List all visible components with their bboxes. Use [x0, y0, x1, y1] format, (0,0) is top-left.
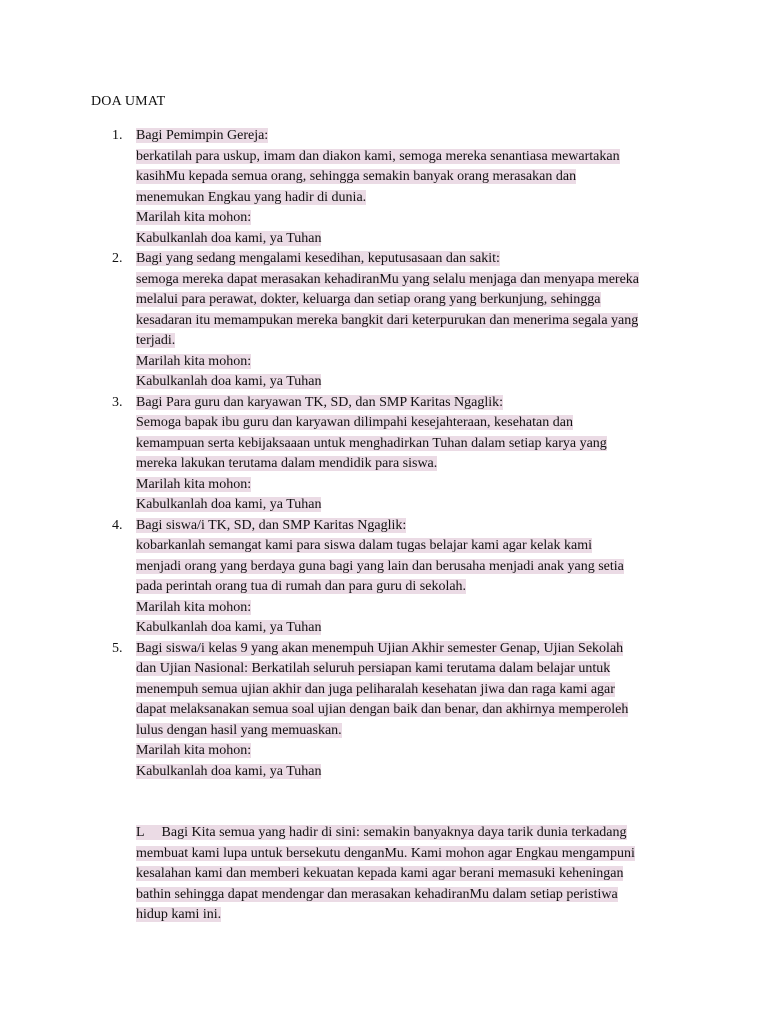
item-number: 5. — [112, 641, 123, 656]
item-line — [136, 291, 601, 308]
highlighted-text: kemampuan serta kebijaksaaan untuk menghadirkan Tuhan dalam setiap karya yang — [136, 436, 607, 451]
item-response — [136, 763, 321, 780]
item-response — [136, 496, 321, 513]
item-line — [136, 271, 639, 288]
highlighted-text: membuat kami lupa untuk bersekutu denganMu. Kami mohon agar Engkau mengampuni — [136, 846, 635, 861]
highlighted-text: pada perintah orang tua di rumah dan para guru di sekolah. — [136, 579, 467, 594]
highlighted-text: Kabulkanlah doa kami, ya Tuhan — [136, 497, 322, 512]
item-number: 1. — [112, 128, 123, 143]
item-line — [136, 681, 615, 698]
highlighted-text: Marilah kita mohon: — [136, 354, 252, 369]
item-line — [136, 332, 175, 349]
closing-line — [136, 865, 623, 882]
closing-line — [136, 845, 635, 862]
highlighted-text: menemukan Engkau yang hadir di dunia. — [136, 190, 367, 205]
highlighted-text: menempuh semua ujian akhir dan juga peliharalah kesehatan jiwa dan raga kami agar — [136, 682, 615, 697]
highlighted-text: kesadaran itu memampukan mereka bangkit dari keterpurukan dan menerima segala yang — [136, 313, 639, 328]
item-response — [136, 230, 321, 247]
highlighted-text: Bagi siswa/i kelas 9 yang akan menempuh Ujian Akhir semester Genap, Ujian Sekolah — [136, 641, 624, 656]
item-line — [136, 148, 620, 165]
highlighted-text: Marilah kita mohon: — [136, 743, 252, 758]
highlighted-text: berkatilah para uskup, imam dan diakon kami, semoga mereka senantiasa mewartakan — [136, 149, 620, 164]
highlighted-text: Bagi siswa/i TK, SD, dan SMP Karitas Ngaglik: — [136, 518, 407, 533]
item-line — [136, 742, 251, 759]
highlighted-text: Kabulkanlah doa kami, ya Tuhan — [136, 374, 322, 389]
item-heading — [136, 394, 503, 411]
highlighted-text: L Bagi Kita semua yang hadir di sini: semakin banyaknya daya tarik dunia terkadang — [136, 825, 627, 840]
item-number: 2. — [112, 251, 123, 266]
highlighted-text: Bagi Pemimpin Gereja: — [136, 128, 269, 143]
item-line — [136, 435, 607, 452]
item-line — [136, 168, 576, 185]
item-number: 4. — [112, 518, 123, 533]
item-heading — [136, 640, 623, 657]
highlighted-text: semoga mereka dapat merasakan kehadiranMu yang selalu menjaga dan menyapa mereka — [136, 272, 640, 287]
highlighted-text: Bagi Para guru dan karyawan TK, SD, dan SMP Karitas Ngaglik: — [136, 395, 504, 410]
item-heading — [136, 517, 406, 534]
item-response — [136, 619, 321, 636]
item-line — [136, 476, 251, 493]
document-title: DOA UMAT — [91, 94, 166, 109]
highlighted-text: Marilah kita mohon: — [136, 477, 252, 492]
highlighted-text: Kabulkanlah doa kami, ya Tuhan — [136, 620, 322, 635]
highlighted-text: Marilah kita mohon: — [136, 600, 252, 615]
item-line — [136, 701, 628, 718]
item-line — [136, 353, 251, 370]
item-line — [136, 209, 251, 226]
closing-line — [136, 886, 618, 903]
item-line — [136, 455, 437, 472]
highlighted-text: dan Ujian Nasional: Berkatilah seluruh persiapan kami terutama dalam belajar untuk — [136, 661, 611, 676]
highlighted-text: Kabulkanlah doa kami, ya Tuhan — [136, 231, 322, 246]
highlighted-text: mereka lakukan terutama dalam mendidik para siswa. — [136, 456, 438, 471]
item-line — [136, 312, 638, 329]
highlighted-text: kobarkanlah semangat kami para siswa dalam tugas belajar kami agar kelak kami — [136, 538, 592, 553]
highlighted-text: dapat melaksanakan semua soal ujian dengan baik dan benar, dan akhirnya memperoleh — [136, 702, 629, 717]
highlighted-text: terjadi. — [136, 333, 176, 348]
item-line — [136, 660, 610, 677]
item-line — [136, 189, 366, 206]
highlighted-text: Kabulkanlah doa kami, ya Tuhan — [136, 764, 322, 779]
highlighted-text: Semoga bapak ibu guru dan karyawan dilimpahi kesejahteraan, kesehatan dan — [136, 415, 573, 430]
closing-line — [136, 906, 221, 923]
item-line — [136, 722, 342, 739]
highlighted-text: kesalahan kami dan memberi kekuatan kepada kami agar berani memasuki keheningan — [136, 866, 624, 881]
highlighted-text: bathin sehingga dapat mendengar dan merasakan kehadiranMu dalam setiap peristiwa — [136, 887, 618, 902]
highlighted-text: Marilah kita mohon: — [136, 210, 252, 225]
item-number: 3. — [112, 395, 123, 410]
item-heading — [136, 250, 500, 267]
highlighted-text: menjadi orang yang berdaya guna bagi yang lain dan berusaha menjadi anak yang setia — [136, 559, 624, 574]
item-line — [136, 558, 624, 575]
highlighted-text: kasihMu kepada semua orang, sehingga semakin banyak orang merasakan dan — [136, 169, 577, 184]
highlighted-text: hidup kami ini. — [136, 907, 222, 922]
item-line — [136, 578, 466, 595]
item-line — [136, 414, 573, 431]
item-heading — [136, 127, 268, 144]
item-response — [136, 373, 321, 390]
item-line — [136, 537, 592, 554]
closing-line — [136, 824, 627, 841]
item-line — [136, 599, 251, 616]
highlighted-text: melalui para perawat, dokter, keluarga dan setiap orang yang berkunjung, sehingga — [136, 292, 601, 307]
highlighted-text: Bagi yang sedang mengalami kesedihan, keputusasaan dan sakit: — [136, 251, 500, 266]
highlighted-text: lulus dengan hasil yang memuaskan. — [136, 723, 342, 738]
